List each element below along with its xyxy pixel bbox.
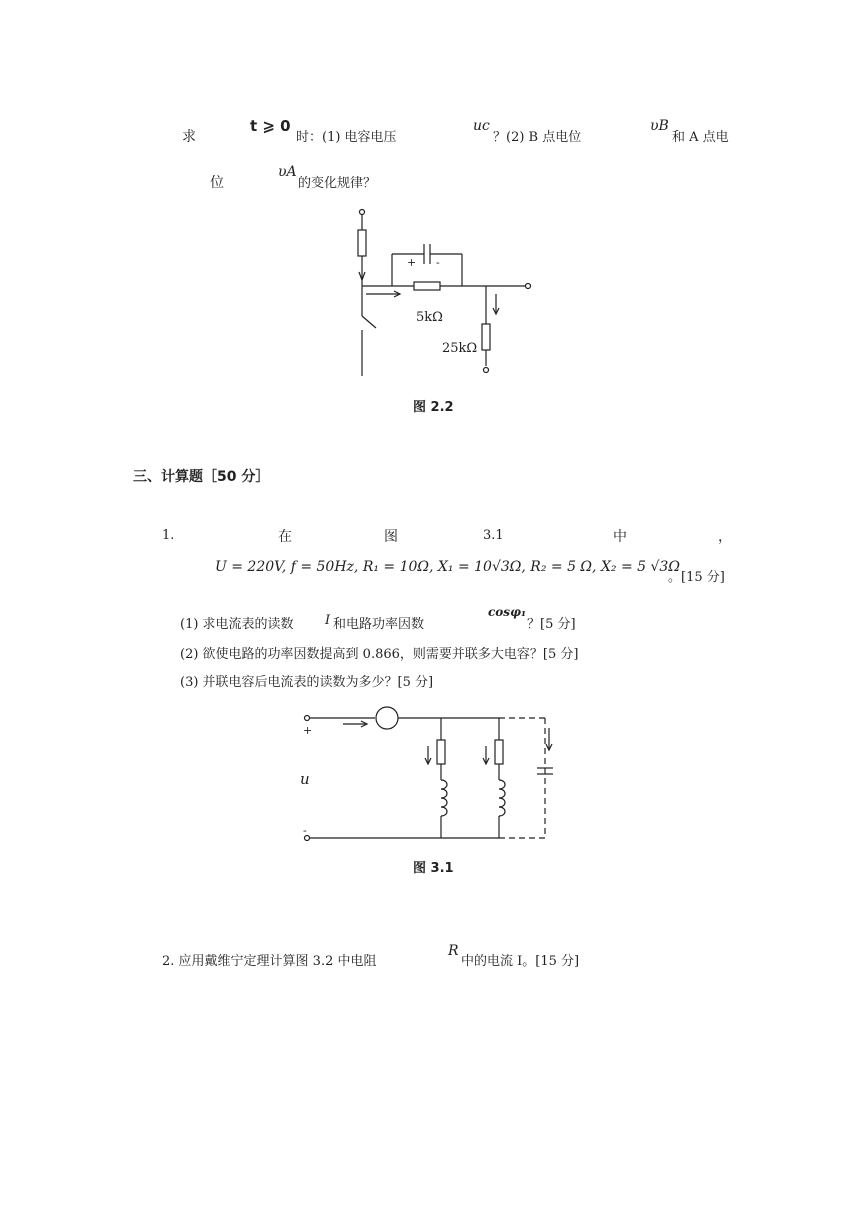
terminal-top <box>360 210 365 215</box>
cap-plus: + <box>407 256 417 269</box>
resistor-25k <box>482 324 490 350</box>
resistor-r1 <box>437 740 445 764</box>
q1-sub2: (2) 欲使电路的功率因数提高到 0.866，则需要并联多大电容？[5 分] <box>180 647 579 662</box>
q1-score: 。[15 分] <box>668 570 725 585</box>
inductor-x1 <box>441 780 447 816</box>
text-b-potential: ？(2) B 点电位 <box>493 130 582 145</box>
q2-text-b: 中的电流 I。[15 分] <box>461 954 580 969</box>
switch-blade <box>362 316 376 328</box>
q1-word-zai: 在 <box>278 529 292 545</box>
q1-formula: U = 220V, f = 50Hz, R₁ = 10Ω, X₁ = 10√3Ω, R₂ = 5 Ω, X₂ = 5 √3Ω <box>215 559 680 575</box>
text-wei: 位 <box>210 175 224 191</box>
section-3-title: 三、计算题［50 分］ <box>133 469 270 485</box>
q1-sub1-b: 和电路功率因数 <box>333 617 425 632</box>
terminal-plus <box>305 716 310 721</box>
q1-word-comma: ， <box>718 529 732 545</box>
q1-number: 1. <box>162 528 175 543</box>
label-5k: 5kΩ <box>416 310 443 325</box>
q1-word-fig: 3.1 <box>483 528 504 543</box>
resistor-r2 <box>495 740 503 764</box>
resistor-top <box>358 230 366 256</box>
resistor-5k <box>414 282 440 290</box>
text-and-a: 和 A 点电 <box>672 130 729 145</box>
q1-word-zhong: 中 <box>613 529 627 545</box>
text-rule: 的变化规律？ <box>298 176 377 191</box>
q1-sub1-I: I <box>325 613 331 628</box>
caption-fig-3-1: 图 3.1 <box>413 861 454 876</box>
figure-2-2 <box>330 198 560 388</box>
math-uc: uc <box>473 118 490 134</box>
label-25k: 25kΩ <box>442 341 478 356</box>
q1-sub3: (3) 并联电容后电流表的读数为多少？[5 分] <box>180 675 434 690</box>
q1-word-tu: 图 <box>384 529 398 545</box>
fig31-plus: + <box>303 724 313 737</box>
figure-3-1 <box>295 700 565 848</box>
q1-sub1-a: (1) 求电流表的读数 <box>180 617 294 632</box>
terminal-bottom <box>484 368 489 373</box>
fig31-minus: - <box>303 824 307 837</box>
q2-text-a: 2. 应用戴维宁定理计算图 3.2 中电阻 <box>162 954 377 969</box>
q1-sub1-c: ？[5 分] <box>527 617 576 632</box>
terminal-b <box>526 284 531 289</box>
math-t-condition: t ⩾ 0 <box>250 117 291 135</box>
math-va: υA <box>278 164 297 180</box>
ammeter <box>376 707 398 729</box>
q1-sub1-cos: cosφ₁ <box>488 605 527 619</box>
cap-minus: - <box>436 256 440 269</box>
text-qiu: 求 <box>182 129 196 145</box>
inductor-x2 <box>499 780 505 816</box>
fig31-u: u <box>300 770 310 788</box>
q2-R: R <box>448 943 459 959</box>
caption-fig-2-2: 图 2.2 <box>413 400 454 415</box>
math-vb: υB <box>650 118 669 134</box>
text-capacitor-voltage: 时：(1) 电容电压 <box>296 130 397 145</box>
